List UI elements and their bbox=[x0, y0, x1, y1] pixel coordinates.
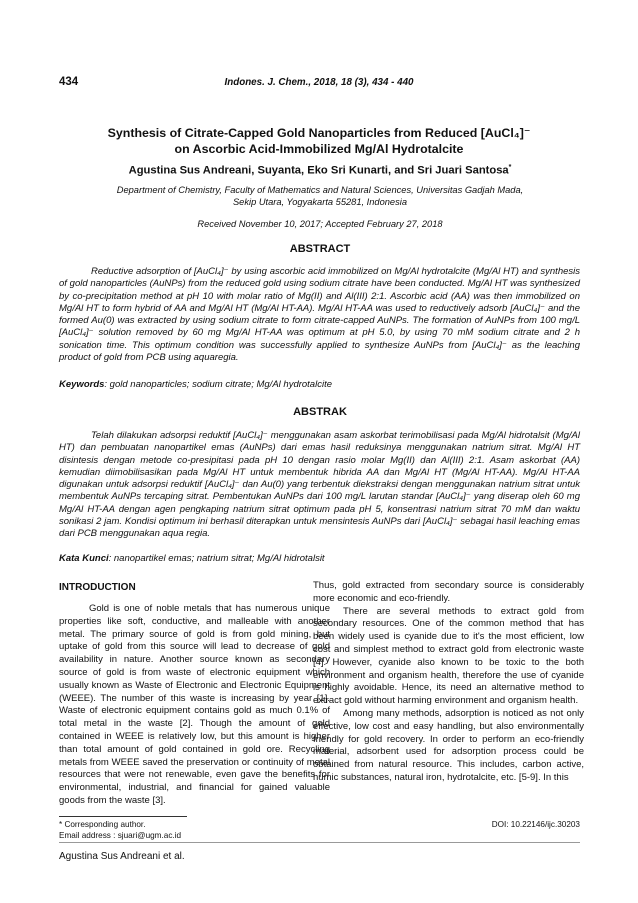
footnote-rule bbox=[59, 816, 187, 817]
corresponding-author-note: * Corresponding author. bbox=[59, 820, 146, 829]
kata-kunci-label: Kata Kunci bbox=[59, 553, 109, 564]
paper-title bbox=[85, 125, 553, 157]
author-list bbox=[60, 164, 580, 177]
abstract-text: Reductive adsorption of [AuCl₄]⁻ by using ascorbic acid immobilized on Mg/Al hydrotalcite (Mg/Al HT) and synthesis of gold nanoparticles (AuNPs) from the reduced gold using sodium citrate have been conducted. Mg/Al HT was synthesized by co-precipitation method at pH 10 with molar ratio of Mg(II) and Al(III) 2:1. Ascorbic acid (AA) was then immobilized on Mg/Al HT to form hybrid of AA and Mg/Al HT (Mg/Al HT-AA). Mg/Al HT-AA was used to reductively adsorb [AuCl₄]⁻ and the formed Au(0) was extracted by using sodium citrate to form citrate-capped AuNPs. The formation of AuNPs from 100 mg/L [AuCl₄]⁻ solution removed by 60 mg Mg/Al HT-AA was optimum at pH 5.0, by using 70 mM sodium citrate and 2 h sonication time. This optimum condition was successfully applied to synthesize AuNPs from [AuCl₄]⁻ as the leaching product of gold from PCB using aquaregia. bbox=[59, 266, 580, 364]
intro-paragraph-2: Thus, gold extracted from secondary source is considerably more economic and eco-friendly. bbox=[313, 580, 584, 604]
email-address: Email address : sjuari@ugm.ac.id bbox=[59, 831, 182, 840]
footer-author: Agustina Sus Andreani et al. bbox=[59, 851, 185, 862]
affiliation-line-1: Department of Chemistry, Faculty of Mathematics and Natural Sciences, Universitas Gadjah Mada, bbox=[116, 185, 524, 195]
intro-paragraph-4: Among many methods, adsorption is noticed as not only effective, low cost and easy handling, but also environmentally friendly for gold recovery. In order to perform an eco-friendly material, adsorbent used for adsorption process could be obtained from natural resource. This includes, carbon active, humic substances, natural iron, hydrotalcite, etc. [5-9]. In this bbox=[313, 707, 584, 783]
intro-paragraph-3: There are several methods to extract gold from secondary resources. One of the common method that has been widely used is cyanide due to it's the most efficient, low cost and simplest method to extract gold from electronic waste [4]. However, cyanide also known to be toxic to the both environment and organism health, therefore the use of cyanide is highly avoidable. Hence, its need an alternative method to extract gold without harming environment and organism health. bbox=[313, 605, 584, 707]
keywords bbox=[59, 379, 580, 390]
left-column bbox=[59, 603, 330, 808]
introduction-heading: INTRODUCTION bbox=[59, 582, 136, 593]
right-column bbox=[313, 580, 584, 785]
page-number: 434 bbox=[59, 76, 79, 88]
affiliation bbox=[80, 184, 560, 209]
abstrak-heading: ABSTRAK bbox=[293, 406, 347, 418]
keywords-text: : gold nanoparticles; sodium citrate; Mg/Al hydrotalcite bbox=[104, 379, 332, 390]
journal-citation: Indones. J. Chem., 2018, 18 (3), 434 - 440 bbox=[224, 77, 414, 88]
abstrak-text: Telah dilakukan adsorpsi reduktif [AuCl₄]⁻ menggunakan asam askorbat terimobilisasi pada Mg/Al hidrotalsit (Mg/Al HT) dan pembuatan nanopartikel emas (AuNPs) dari emas hasil reduksinya menggunakan natrium sitrat. Mg/Al HT disintesis dengan metode co-presipitasi pada pH 10 dengan rasio molar Mg(II) dan Al(III) 2:1. Asam askorbat (AA) kemudian diimobilisasikan pada Mg/Al HT untuk membentuk hibrida AA dan Mg/Al HT (Mg/Al HT-AA). Mg/Al HT-AA digunakan untuk adsorpsi reduktif [AuCl₄]⁻ dan Au(0) yang terbentuk diekstraksi dengan menggunakan natrium sitrat untuk membentuk AuNPs tercaping sitrat. Pembentukan AuNPs dari 100 mg/L larutan standar [AuCl₄]⁻ yang diserap oleh 60 mg Mg/Al HT-AA dengan agen pengkaping natrium sitrat optimum pada pH 5, konsentrasi natrium sitrat 70 mM dan waktu sonikasi 2 jam. Kondisi optimum ini berhasil diterapkan untuk mensintesis AuNPs dari [AuCl₄]⁻ sebagai hasil leaching emas dari PCB menggunakan aqua regia. bbox=[59, 430, 580, 540]
authors-text: Agustina Sus Andreani, Suyanta, Eko Sri Kunarti, and Sri Juari Santosa bbox=[128, 164, 509, 177]
received-dates: Received November 10, 2017; Accepted February 27, 2018 bbox=[197, 219, 443, 229]
footer-rule bbox=[59, 842, 580, 843]
title-line-2: on Ascorbic Acid-Immobilized Mg/Al Hydrotalcite bbox=[174, 142, 464, 156]
keywords-label: Keywords bbox=[59, 379, 105, 390]
kata-kunci-text: : nanopartikel emas; natrium sitrat; Mg/Al hidrotalsit bbox=[108, 553, 325, 564]
corresponding-mark: * bbox=[508, 164, 512, 171]
doi: DOI: 10.22146/ijc.30203 bbox=[491, 820, 580, 829]
kata-kunci bbox=[59, 553, 580, 564]
footnote-left bbox=[59, 819, 181, 841]
intro-paragraph-1: Gold is one of noble metals that has numerous unique properties like soft, conductive, and malleable with another metal. The primary source of gold is from gold mining, but uptake of gold from this source will lead to decrease of gold availability in nature. Another source known as secondary source of gold is from waste of electronic equipment which usually known as Waste of Electronic and Electronic Equipment (WEEE). The number of this waste is increasing by year [1]. Waste of electronic equipment contains gold as much 0.1% of total metal in the waste [2]. Though the amount of gold contained in WEEE is relatively low, but this amount is higher than total amount of gold contained in gold ore. Recycling metals from WEEE saved the preservation or continuity of metal resources that were not renewable, even gave the benefits for environmental, industrial, and financial for gained valuable goods from the waste [3]. bbox=[59, 603, 330, 806]
affiliation-line-2: Sekip Utara, Yogyakarta 55281, Indonesia bbox=[232, 197, 407, 208]
abstract-heading: ABSTRACT bbox=[289, 243, 351, 255]
title-line-1: Synthesis of Citrate-Capped Gold Nanoparticles from Reduced [AuCl₄]⁻ bbox=[107, 126, 531, 140]
